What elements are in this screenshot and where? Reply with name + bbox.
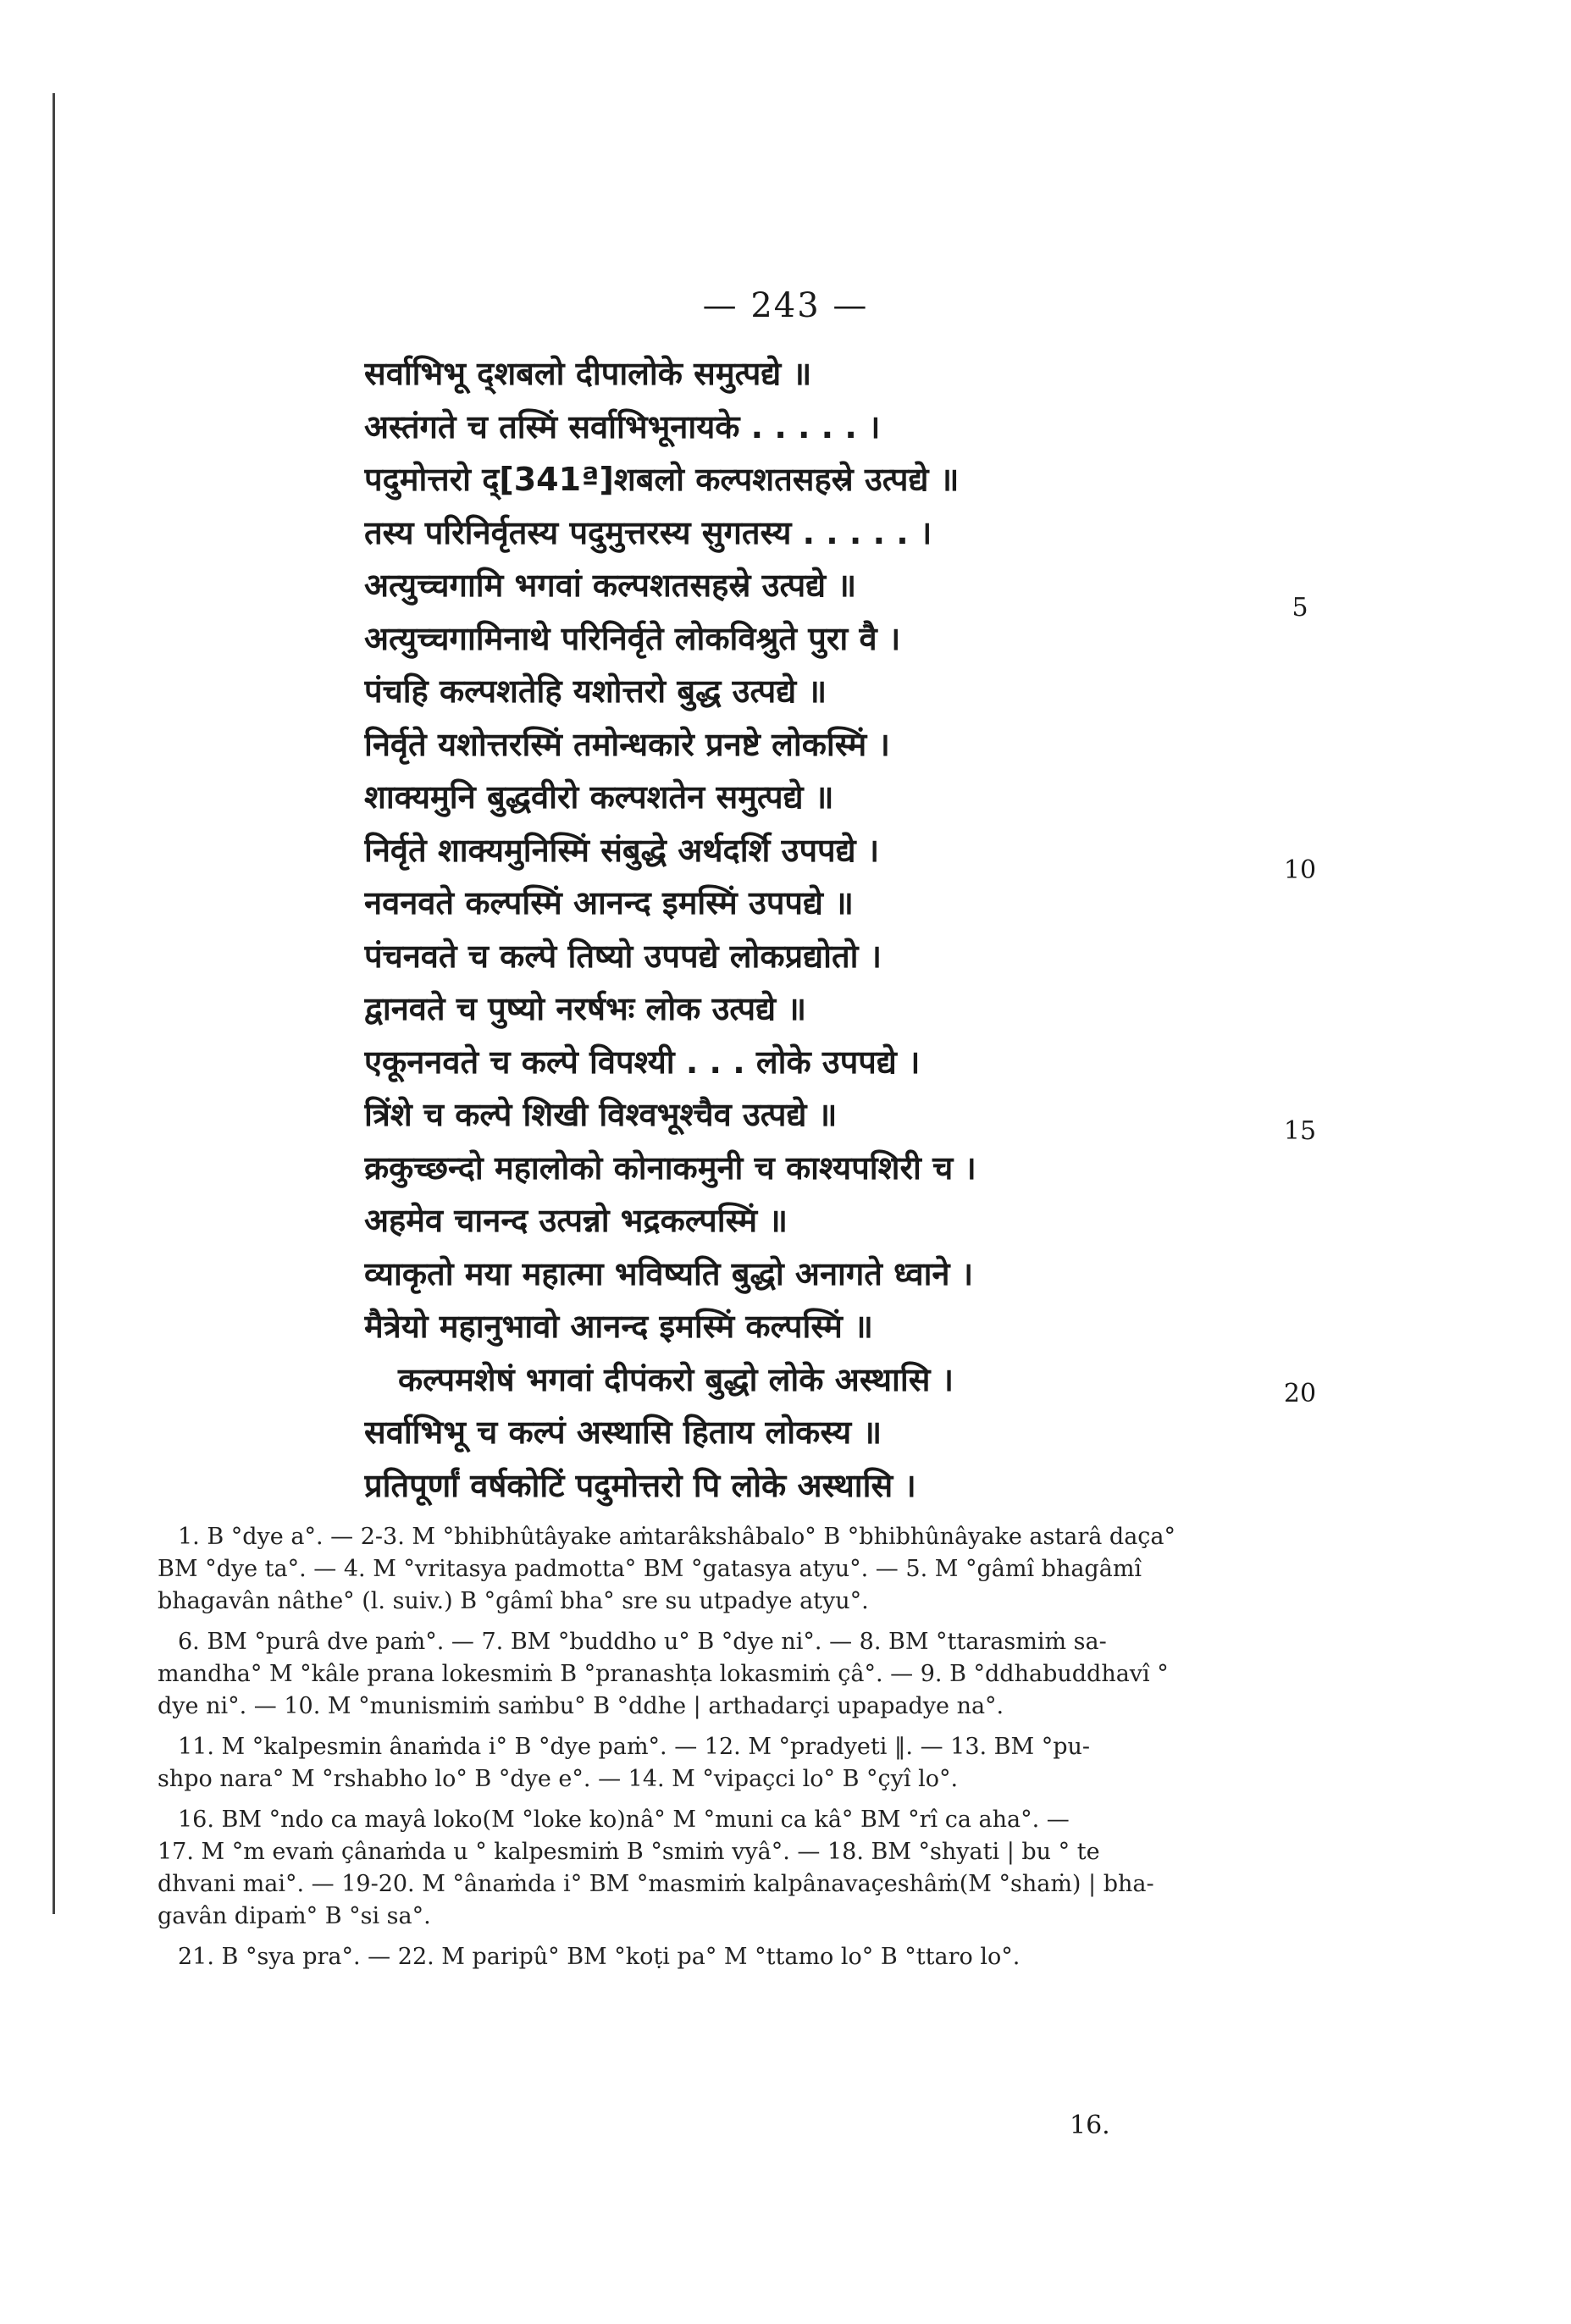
verse-line: अहमेव चानन्द उत्पन्नो भद्रकल्पस्मिं ॥ [364, 1202, 788, 1239]
footnote-line: shpo nara° M °rshabho lo° B °dye e°. — 14. M °vipaçci lo° B °çyî lo°. [158, 1766, 959, 1792]
verse-block [364, 347, 1253, 1512]
footnote-line: 11. M °kalpesmin ânaṁda i° B °dye paṁ°. — 12. M °pradyeti ‖. — 13. BM °pu- [178, 1734, 1091, 1760]
line-number: 20 [1283, 1379, 1317, 1408]
verse-line: निर्वृते यशोत्तरस्मिं तमोन्धकारे प्रनष्टे लोकस्मिं । [364, 725, 890, 763]
verse-line: अत्युच्चगामि भगवां कल्पशतसहस्रे उत्पद्ये ॥ [364, 567, 857, 604]
footnote-paragraph [158, 1521, 1250, 1618]
verse-line: सर्वाभिभू च कल्पं अस्थासि हिताय लोकस्य ॥ [364, 1414, 882, 1451]
footnotes-block [158, 1521, 1250, 1982]
verse-line: अत्युच्चगामिनाथे परिनिर्वृते लोकविश्रुते पुरा वै । [364, 619, 901, 657]
verse-line: पंचनवते च कल्पे तिष्यो उपपद्ये लोकप्रद्योतो । [364, 937, 882, 975]
verse-line: मैत्रेयो महानुभावो आनन्द इमस्मिं कल्पस्मिं ॥ [364, 1308, 873, 1345]
footnote-line: bhagavân nâthe° (l. suiv.) B °gâmî bha° sre su utpadye atyu°. [158, 1588, 869, 1614]
footnote-line: dhvani mai°. — 19-20. M °ânaṁda i° BM °masmiṁ kalpânavaçeshâṁ(M °shaṁ) | bha- [158, 1871, 1154, 1897]
footnote-line: 1. B °dye a°. — 2-3. M °bhibhûtâyake aṁtarâkshâbalo° B °bhibhûnâyake astarâ daça° [178, 1524, 1176, 1550]
line-number: 15 [1283, 1116, 1317, 1146]
verse-line: त्रिंशे च कल्पे शिखी विश्वभूश्चैव उत्पद्ये ॥ [364, 1096, 838, 1133]
page-number: — 243 — [702, 286, 869, 325]
signature-mark: 16. [1070, 2111, 1110, 2140]
footnote-paragraph [158, 1941, 1250, 1973]
verse-line: एकूननवते च कल्पे विपश्यी . . . लोके उपपद्ये । [364, 1043, 921, 1081]
footnote-paragraph [158, 1731, 1250, 1796]
footnote-paragraph [158, 1626, 1250, 1723]
footnote-paragraph [158, 1804, 1250, 1933]
verse-line: तस्य परिनिर्वृतस्य पदुमुत्तरस्य सुगतस्य . . . . . । [364, 513, 932, 551]
verse-line: अस्तंगते च तस्मिं सर्वाभिभूनायके . . . . . । [364, 407, 881, 445]
footnote-line: gavân dipaṁ° B °si sa°. [158, 1903, 431, 1929]
footnote-line: 17. M °m evaṁ çânaṁda u ° kalpesmiṁ B °smiṁ vyâ°. — 18. BM °shyati | bu ° te [158, 1839, 1100, 1865]
verse-line: निर्वृते शाक्यमुनिस्मिं संबुद्धे अर्थदर्शि उपपद्ये । [364, 831, 880, 869]
footnote-line: 21. B °sya pra°. — 22. M paripû° BM °koṭi pa° M °ttamo lo° B °ttaro lo°. [178, 1944, 1021, 1970]
verse-line: शाक्यमुनि बुद्धवीरो कल्पशतेन समुत्पद्ये ॥ [364, 778, 834, 816]
verse-line: पदुमोत्तरो द्[341ª]शबलो कल्पशतसहस्रे उत्पद्ये ॥ [364, 461, 960, 498]
left-margin-rule [53, 93, 55, 1914]
verse-line: व्याकृतो मया महात्मा भविष्यति बुद्धो अनागते ध्वाने । [364, 1254, 974, 1292]
footnote-line: 6. BM °purâ dve paṁ°. — 7. BM °buddho u° B °dye ni°. — 8. BM °ttarasmiṁ sa- [178, 1629, 1107, 1655]
verse-line: पंचहि कल्पशतेहि यशोत्तरो बुद्ध उत्पद्ये ॥ [364, 672, 827, 710]
verse-line: प्रतिपूर्णां वर्षकोटिं पदुमोत्तरो पि लोके अस्थासि । [364, 1466, 916, 1504]
verse-line: कल्पमशेषं भगवां दीपंकरो बुद्धो लोके अस्थासि । [398, 1360, 954, 1398]
footnote-line: 16. BM °ndo ca mayâ loko(M °loke ko)nâ° M °muni ca kâ° BM °rî ca aha°. — [178, 1807, 1070, 1833]
verse-line: नवनवते कल्पस्मिं आनन्द इमस्मिं उपपद्ये ॥ [364, 884, 854, 921]
footnote-line: dye ni°. — 10. M °munismiṁ saṁbu° B °ddhe | arthadarçi upapadye na°. [158, 1693, 1004, 1719]
line-number: 10 [1283, 855, 1317, 885]
verse-line: सर्वाभिभू द्शबलो दीपालोके समुत्पद्ये ॥ [364, 355, 812, 392]
verse-line: क्रकुच्छन्दो महालोको कोनाकमुनी च काश्यपशिरी च । [364, 1148, 976, 1187]
footnote-line: BM °dye ta°. — 4. M °vritasya padmotta° BM °gatasya atyu°. — 5. M °gâmî bhagâmî [158, 1556, 1142, 1582]
line-number: 5 [1292, 593, 1308, 622]
footnote-line: mandha° M °kâle prana lokesmiṁ B °pranashṭa lokasmiṁ çâ°. — 9. B °ddhabuddhavî ° [158, 1661, 1169, 1687]
verse-line: द्वानवते च पुष्यो नरर्षभः लोक उत्पद्ये ॥ [364, 990, 807, 1027]
